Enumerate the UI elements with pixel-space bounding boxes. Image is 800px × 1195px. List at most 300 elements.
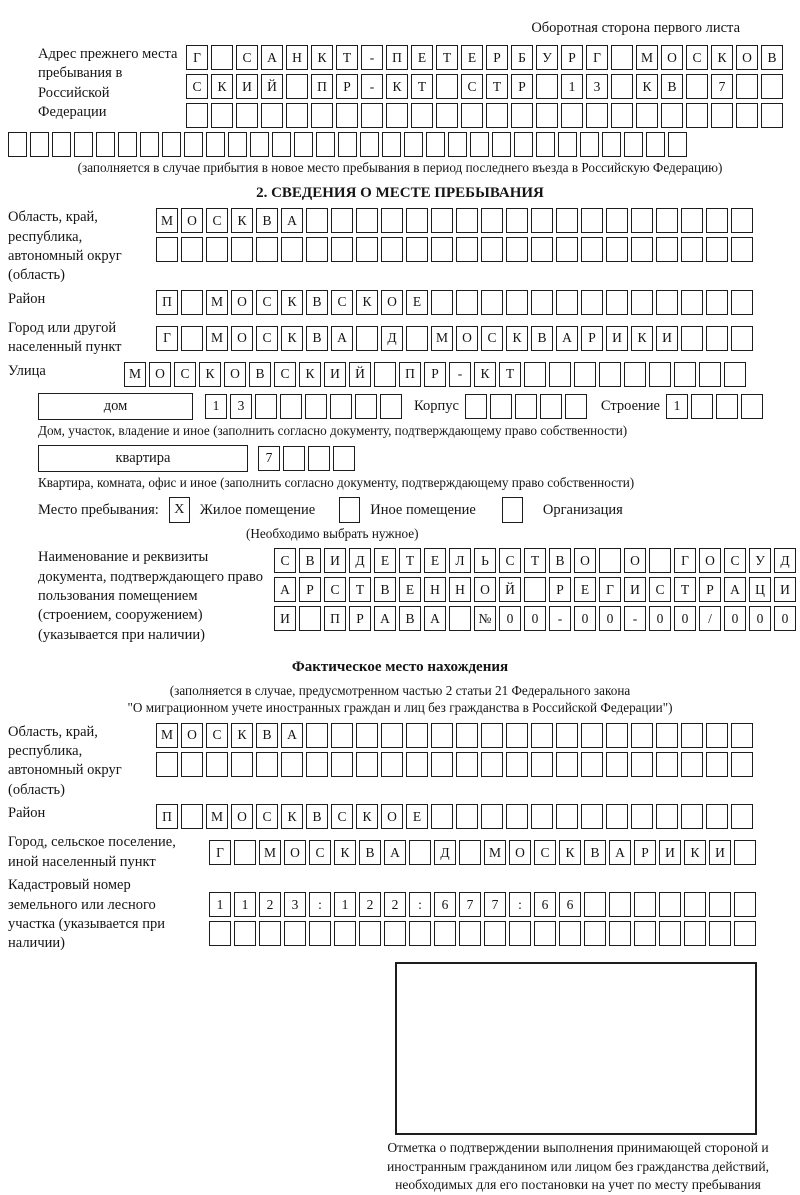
- char-cell[interactable]: К: [281, 804, 303, 829]
- char-cell[interactable]: К: [199, 362, 221, 387]
- char-cell[interactable]: А: [609, 840, 631, 865]
- char-cell[interactable]: [656, 290, 678, 315]
- char-cell[interactable]: [606, 290, 628, 315]
- char-cell[interactable]: [731, 208, 753, 233]
- char-cell[interactable]: [52, 132, 71, 157]
- char-cell[interactable]: [531, 290, 553, 315]
- char-cell[interactable]: М: [259, 840, 281, 865]
- char-cell[interactable]: В: [306, 290, 328, 315]
- char-cell[interactable]: Е: [411, 45, 433, 70]
- char-cell[interactable]: 7: [459, 892, 481, 917]
- char-cell[interactable]: [731, 237, 753, 262]
- char-cell[interactable]: О: [456, 326, 478, 351]
- char-cell[interactable]: [459, 840, 481, 865]
- char-cell[interactable]: Е: [461, 45, 483, 70]
- char-cell[interactable]: А: [374, 606, 396, 631]
- char-cell[interactable]: В: [256, 208, 278, 233]
- char-cell[interactable]: К: [631, 326, 653, 351]
- char-cell[interactable]: [706, 326, 728, 351]
- char-cell[interactable]: [283, 446, 305, 471]
- char-cell[interactable]: [456, 752, 478, 777]
- char-cell[interactable]: [306, 723, 328, 748]
- char-cell[interactable]: [481, 290, 503, 315]
- char-cell[interactable]: В: [299, 548, 321, 573]
- char-cell[interactable]: [556, 723, 578, 748]
- char-cell[interactable]: И: [709, 840, 731, 865]
- char-cell[interactable]: Т: [349, 577, 371, 602]
- char-cell[interactable]: [681, 804, 703, 829]
- char-cell[interactable]: [459, 921, 481, 946]
- char-cell[interactable]: [706, 208, 728, 233]
- char-cell[interactable]: [736, 103, 758, 128]
- char-cell[interactable]: Е: [374, 548, 396, 573]
- char-cell[interactable]: [611, 45, 633, 70]
- char-cell[interactable]: [331, 208, 353, 233]
- char-cell[interactable]: [231, 752, 253, 777]
- char-cell[interactable]: О: [624, 548, 646, 573]
- char-cell[interactable]: А: [281, 723, 303, 748]
- char-cell[interactable]: [709, 892, 731, 917]
- char-cell[interactable]: [540, 394, 562, 419]
- char-cell[interactable]: [656, 804, 678, 829]
- char-cell[interactable]: [524, 577, 546, 602]
- char-cell[interactable]: [761, 103, 783, 128]
- char-cell[interactable]: [406, 208, 428, 233]
- char-cell[interactable]: [299, 606, 321, 631]
- char-cell[interactable]: [559, 921, 581, 946]
- char-cell[interactable]: [556, 752, 578, 777]
- char-cell[interactable]: [599, 548, 621, 573]
- char-cell[interactable]: Т: [499, 362, 521, 387]
- char-cell[interactable]: [509, 921, 531, 946]
- char-cell[interactable]: [481, 237, 503, 262]
- char-cell[interactable]: Д: [349, 548, 371, 573]
- char-cell[interactable]: [506, 208, 528, 233]
- char-cell[interactable]: О: [699, 548, 721, 573]
- char-cell[interactable]: [184, 132, 203, 157]
- char-cell[interactable]: [524, 362, 546, 387]
- char-cell[interactable]: [506, 752, 528, 777]
- char-cell[interactable]: [611, 103, 633, 128]
- char-cell[interactable]: Ь: [474, 548, 496, 573]
- char-cell[interactable]: Й: [349, 362, 371, 387]
- char-cell[interactable]: [186, 103, 208, 128]
- char-cell[interactable]: [181, 237, 203, 262]
- char-cell[interactable]: К: [636, 74, 658, 99]
- char-cell[interactable]: Т: [411, 74, 433, 99]
- char-cell[interactable]: [234, 840, 256, 865]
- char-cell[interactable]: С: [724, 548, 746, 573]
- char-cell[interactable]: [181, 326, 203, 351]
- char-cell[interactable]: 0: [749, 606, 771, 631]
- char-cell[interactable]: [556, 208, 578, 233]
- char-cell[interactable]: [294, 132, 313, 157]
- char-cell[interactable]: 3: [230, 394, 252, 419]
- char-cell[interactable]: [281, 752, 303, 777]
- char-cell[interactable]: В: [306, 804, 328, 829]
- char-cell[interactable]: М: [206, 326, 228, 351]
- char-cell[interactable]: [356, 237, 378, 262]
- char-cell[interactable]: 0: [674, 606, 696, 631]
- char-cell[interactable]: [406, 752, 428, 777]
- char-cell[interactable]: П: [386, 45, 408, 70]
- char-cell[interactable]: [565, 394, 587, 419]
- char-cell[interactable]: [381, 208, 403, 233]
- char-cell[interactable]: 1: [561, 74, 583, 99]
- char-cell[interactable]: В: [306, 326, 328, 351]
- char-cell[interactable]: [556, 290, 578, 315]
- char-cell[interactable]: [380, 394, 402, 419]
- char-cell[interactable]: [406, 723, 428, 748]
- char-cell[interactable]: [118, 132, 137, 157]
- char-cell[interactable]: К: [231, 723, 253, 748]
- char-cell[interactable]: 3: [586, 74, 608, 99]
- char-cell[interactable]: [374, 362, 396, 387]
- char-cell[interactable]: [686, 103, 708, 128]
- char-cell[interactable]: Е: [574, 577, 596, 602]
- char-cell[interactable]: №: [474, 606, 496, 631]
- char-cell[interactable]: [234, 921, 256, 946]
- char-cell[interactable]: [211, 45, 233, 70]
- char-cell[interactable]: -: [624, 606, 646, 631]
- char-cell[interactable]: 1: [234, 892, 256, 917]
- char-cell[interactable]: [209, 921, 231, 946]
- char-cell[interactable]: С: [206, 723, 228, 748]
- char-cell[interactable]: [581, 290, 603, 315]
- char-cell[interactable]: Г: [186, 45, 208, 70]
- char-cell[interactable]: [706, 237, 728, 262]
- char-cell[interactable]: [309, 921, 331, 946]
- char-cell[interactable]: [486, 103, 508, 128]
- char-cell[interactable]: [381, 752, 403, 777]
- char-cell[interactable]: [681, 237, 703, 262]
- char-cell[interactable]: [74, 132, 93, 157]
- char-cell[interactable]: [631, 208, 653, 233]
- char-cell[interactable]: 6: [534, 892, 556, 917]
- char-cell[interactable]: [411, 103, 433, 128]
- char-cell[interactable]: [456, 208, 478, 233]
- char-cell[interactable]: Г: [599, 577, 621, 602]
- char-cell[interactable]: А: [556, 326, 578, 351]
- char-cell[interactable]: В: [374, 577, 396, 602]
- char-cell[interactable]: [280, 394, 302, 419]
- char-cell[interactable]: [606, 208, 628, 233]
- char-cell[interactable]: Р: [424, 362, 446, 387]
- char-cell[interactable]: М: [431, 326, 453, 351]
- char-cell[interactable]: [649, 362, 671, 387]
- char-cell[interactable]: [431, 237, 453, 262]
- char-cell[interactable]: Р: [561, 45, 583, 70]
- char-cell[interactable]: [256, 237, 278, 262]
- char-cell[interactable]: [731, 326, 753, 351]
- char-cell[interactable]: С: [461, 74, 483, 99]
- char-cell[interactable]: [206, 132, 225, 157]
- char-cell[interactable]: И: [236, 74, 258, 99]
- char-cell[interactable]: О: [474, 577, 496, 602]
- char-cell[interactable]: О: [284, 840, 306, 865]
- char-cell[interactable]: [631, 804, 653, 829]
- char-cell[interactable]: О: [381, 804, 403, 829]
- char-cell[interactable]: Р: [511, 74, 533, 99]
- char-cell[interactable]: [574, 362, 596, 387]
- char-cell[interactable]: Т: [436, 45, 458, 70]
- char-cell[interactable]: [181, 290, 203, 315]
- char-cell[interactable]: [606, 752, 628, 777]
- char-cell[interactable]: [631, 723, 653, 748]
- char-cell[interactable]: К: [231, 208, 253, 233]
- char-cell[interactable]: С: [274, 362, 296, 387]
- char-cell[interactable]: Р: [299, 577, 321, 602]
- char-cell[interactable]: [624, 132, 643, 157]
- char-cell[interactable]: Б: [511, 45, 533, 70]
- char-cell[interactable]: [426, 132, 445, 157]
- char-cell[interactable]: [584, 892, 606, 917]
- char-cell[interactable]: [549, 362, 571, 387]
- char-cell[interactable]: [434, 921, 456, 946]
- char-cell[interactable]: С: [331, 290, 353, 315]
- char-cell[interactable]: И: [274, 606, 296, 631]
- char-cell[interactable]: /: [699, 606, 721, 631]
- char-cell[interactable]: :: [309, 892, 331, 917]
- char-cell[interactable]: [330, 394, 352, 419]
- char-cell[interactable]: [636, 103, 658, 128]
- char-cell[interactable]: Р: [486, 45, 508, 70]
- char-cell[interactable]: 2: [359, 892, 381, 917]
- char-cell[interactable]: [511, 103, 533, 128]
- char-cell[interactable]: [231, 237, 253, 262]
- char-cell[interactable]: К: [386, 74, 408, 99]
- char-cell[interactable]: [404, 132, 423, 157]
- char-cell[interactable]: [381, 723, 403, 748]
- char-cell[interactable]: Г: [586, 45, 608, 70]
- char-cell[interactable]: [384, 921, 406, 946]
- char-cell[interactable]: [656, 752, 678, 777]
- char-cell[interactable]: [634, 921, 656, 946]
- char-cell[interactable]: :: [509, 892, 531, 917]
- char-cell[interactable]: С: [324, 577, 346, 602]
- char-cell[interactable]: [456, 290, 478, 315]
- char-cell[interactable]: [406, 326, 428, 351]
- char-cell[interactable]: [691, 394, 713, 419]
- char-cell[interactable]: [311, 103, 333, 128]
- char-cell[interactable]: [356, 723, 378, 748]
- char-cell[interactable]: М: [156, 208, 178, 233]
- char-cell[interactable]: П: [324, 606, 346, 631]
- char-cell[interactable]: [531, 208, 553, 233]
- char-cell[interactable]: П: [399, 362, 421, 387]
- char-cell[interactable]: [611, 74, 633, 99]
- char-cell[interactable]: [481, 804, 503, 829]
- char-cell[interactable]: [162, 132, 181, 157]
- char-cell[interactable]: [706, 752, 728, 777]
- char-cell[interactable]: [734, 892, 756, 917]
- char-cell[interactable]: [382, 132, 401, 157]
- char-cell[interactable]: [684, 892, 706, 917]
- char-cell[interactable]: Р: [699, 577, 721, 602]
- char-cell[interactable]: 0: [649, 606, 671, 631]
- char-cell[interactable]: 1: [666, 394, 688, 419]
- char-cell[interactable]: 1: [205, 394, 227, 419]
- char-cell[interactable]: [631, 752, 653, 777]
- char-cell[interactable]: А: [724, 577, 746, 602]
- char-cell[interactable]: Т: [336, 45, 358, 70]
- char-cell[interactable]: [558, 132, 577, 157]
- char-cell[interactable]: [656, 208, 678, 233]
- char-cell[interactable]: [659, 921, 681, 946]
- char-cell[interactable]: Г: [156, 326, 178, 351]
- char-cell[interactable]: [431, 804, 453, 829]
- char-cell[interactable]: [536, 103, 558, 128]
- char-cell[interactable]: [356, 752, 378, 777]
- char-cell[interactable]: [484, 921, 506, 946]
- char-cell[interactable]: П: [156, 290, 178, 315]
- char-cell[interactable]: [724, 362, 746, 387]
- char-cell[interactable]: С: [256, 804, 278, 829]
- char-cell[interactable]: [515, 394, 537, 419]
- char-cell[interactable]: О: [381, 290, 403, 315]
- char-cell[interactable]: 0: [499, 606, 521, 631]
- char-cell[interactable]: [606, 804, 628, 829]
- char-cell[interactable]: [211, 103, 233, 128]
- char-cell[interactable]: М: [206, 804, 228, 829]
- char-cell[interactable]: 0: [524, 606, 546, 631]
- char-cell[interactable]: К: [711, 45, 733, 70]
- char-cell[interactable]: С: [174, 362, 196, 387]
- char-cell[interactable]: [356, 208, 378, 233]
- char-cell[interactable]: 0: [599, 606, 621, 631]
- char-cell[interactable]: [431, 290, 453, 315]
- char-cell[interactable]: [409, 921, 431, 946]
- char-cell[interactable]: [272, 132, 291, 157]
- char-cell[interactable]: [631, 290, 653, 315]
- char-cell[interactable]: У: [536, 45, 558, 70]
- char-cell[interactable]: И: [606, 326, 628, 351]
- char-cell[interactable]: [536, 132, 555, 157]
- char-cell[interactable]: [316, 132, 335, 157]
- char-cell[interactable]: [506, 237, 528, 262]
- char-cell[interactable]: К: [334, 840, 356, 865]
- char-cell[interactable]: [431, 752, 453, 777]
- char-cell[interactable]: С: [236, 45, 258, 70]
- char-cell[interactable]: Ц: [749, 577, 771, 602]
- char-cell[interactable]: [96, 132, 115, 157]
- char-cell[interactable]: [531, 752, 553, 777]
- char-cell[interactable]: В: [661, 74, 683, 99]
- char-cell[interactable]: [481, 723, 503, 748]
- char-cell[interactable]: К: [684, 840, 706, 865]
- char-cell[interactable]: [681, 326, 703, 351]
- char-cell[interactable]: [514, 132, 533, 157]
- char-cell[interactable]: [736, 74, 758, 99]
- char-cell[interactable]: [355, 394, 377, 419]
- char-cell[interactable]: [506, 290, 528, 315]
- house-type-box[interactable]: дом: [38, 393, 193, 420]
- char-cell[interactable]: И: [624, 577, 646, 602]
- char-cell[interactable]: Р: [634, 840, 656, 865]
- char-cell[interactable]: [228, 132, 247, 157]
- char-cell[interactable]: [731, 723, 753, 748]
- char-cell[interactable]: В: [584, 840, 606, 865]
- char-cell[interactable]: В: [761, 45, 783, 70]
- char-cell[interactable]: М: [156, 723, 178, 748]
- char-cell[interactable]: [250, 132, 269, 157]
- char-cell[interactable]: У: [749, 548, 771, 573]
- char-cell[interactable]: Л: [449, 548, 471, 573]
- char-cell[interactable]: [308, 446, 330, 471]
- char-cell[interactable]: О: [231, 804, 253, 829]
- char-cell[interactable]: [156, 752, 178, 777]
- char-cell[interactable]: [259, 921, 281, 946]
- char-cell[interactable]: 6: [559, 892, 581, 917]
- char-cell[interactable]: [206, 752, 228, 777]
- char-cell[interactable]: Т: [399, 548, 421, 573]
- char-cell[interactable]: А: [281, 208, 303, 233]
- char-cell[interactable]: [386, 103, 408, 128]
- char-cell[interactable]: 2: [384, 892, 406, 917]
- char-cell[interactable]: С: [331, 804, 353, 829]
- char-cell[interactable]: -: [449, 362, 471, 387]
- char-cell[interactable]: -: [361, 74, 383, 99]
- char-cell[interactable]: О: [181, 723, 203, 748]
- char-cell[interactable]: [465, 394, 487, 419]
- char-cell[interactable]: [356, 326, 378, 351]
- char-cell[interactable]: [334, 921, 356, 946]
- char-cell[interactable]: [331, 752, 353, 777]
- char-cell[interactable]: А: [261, 45, 283, 70]
- char-cell[interactable]: [140, 132, 159, 157]
- char-cell[interactable]: [606, 237, 628, 262]
- char-cell[interactable]: С: [274, 548, 296, 573]
- char-cell[interactable]: 0: [724, 606, 746, 631]
- char-cell[interactable]: [536, 74, 558, 99]
- checkbox-residential[interactable]: X: [169, 497, 190, 523]
- char-cell[interactable]: [336, 103, 358, 128]
- char-cell[interactable]: И: [324, 548, 346, 573]
- char-cell[interactable]: О: [509, 840, 531, 865]
- char-cell[interactable]: А: [424, 606, 446, 631]
- char-cell[interactable]: С: [256, 326, 278, 351]
- char-cell[interactable]: 7: [258, 446, 280, 471]
- char-cell[interactable]: :: [409, 892, 431, 917]
- char-cell[interactable]: [338, 132, 357, 157]
- char-cell[interactable]: [649, 548, 671, 573]
- char-cell[interactable]: [659, 892, 681, 917]
- char-cell[interactable]: [255, 394, 277, 419]
- char-cell[interactable]: [734, 840, 756, 865]
- char-cell[interactable]: М: [124, 362, 146, 387]
- char-cell[interactable]: О: [661, 45, 683, 70]
- char-cell[interactable]: А: [331, 326, 353, 351]
- char-cell[interactable]: К: [281, 290, 303, 315]
- char-cell[interactable]: И: [774, 577, 796, 602]
- char-cell[interactable]: Д: [381, 326, 403, 351]
- char-cell[interactable]: [206, 237, 228, 262]
- char-cell[interactable]: Т: [524, 548, 546, 573]
- char-cell[interactable]: [581, 752, 603, 777]
- char-cell[interactable]: О: [231, 326, 253, 351]
- char-cell[interactable]: [706, 290, 728, 315]
- char-cell[interactable]: [506, 723, 528, 748]
- char-cell[interactable]: 1: [209, 892, 231, 917]
- char-cell[interactable]: [681, 290, 703, 315]
- checkbox-other-premises[interactable]: [339, 497, 360, 523]
- char-cell[interactable]: [580, 132, 599, 157]
- char-cell[interactable]: К: [299, 362, 321, 387]
- char-cell[interactable]: [674, 362, 696, 387]
- apartment-type-box[interactable]: квартира: [38, 445, 248, 472]
- char-cell[interactable]: Е: [424, 548, 446, 573]
- char-cell[interactable]: И: [656, 326, 678, 351]
